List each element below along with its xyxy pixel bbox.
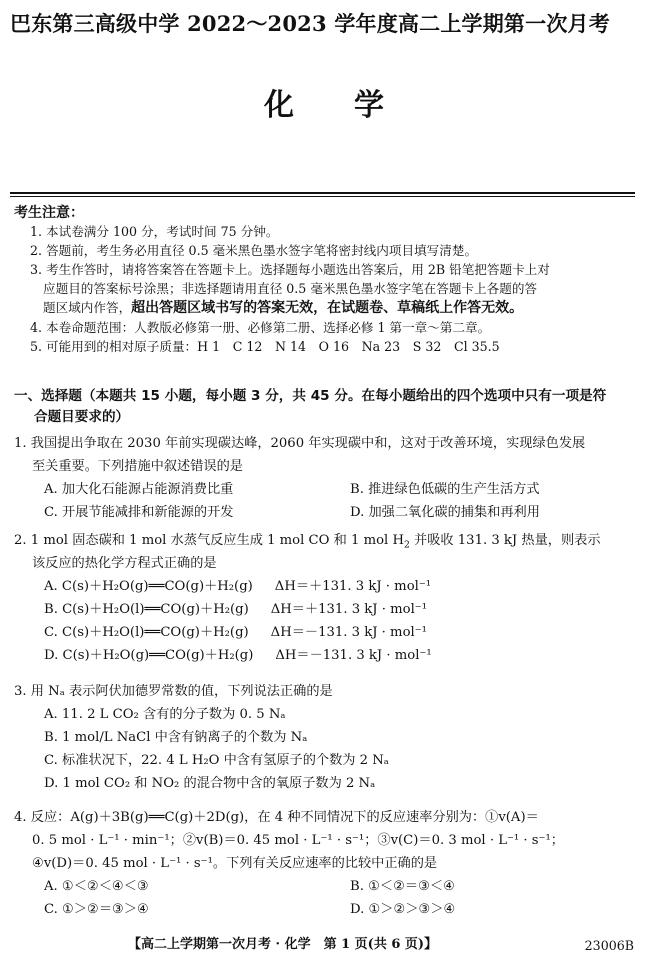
notice-item: 2. 答题前，考生务必用直径 0.5 毫米黑色墨水签字笔将密封线内项目填写清楚。 [30,243,478,258]
stem-part: 并吸收 131. 3 kJ 热量，则表示 [409,533,601,548]
notice-emphasis: 超出答题区域书写的答案无效，在试题卷、草稿纸上作答无效。 [131,300,524,316]
option-b: B. 1 mol/L NaCl 中含有钠离子的个数为 Nₐ [44,730,308,745]
equation: D. C(s)＋H₂O(g)══CO(g)＋H₂(g) [44,648,254,663]
notice-item: 1. 本试卷满分 100 分，考试时间 75 分钟。 [30,224,279,239]
notice-item: 5. 可能用到的相对原子质量：H 1 C 12 N 14 O 16 Na 23 S 32 Cl 35.5 [30,339,500,354]
notice-title: 考生注意： [14,205,84,221]
notice-item-text: 题区域内作答， [43,300,132,315]
options [14,478,638,524]
question-4 [14,806,638,921]
page-footer: 【高二上学期第一次月考 · 化学 第 1 页(共 6 页)】 [128,937,438,952]
question-3 [14,680,638,795]
question-1 [14,432,638,524]
enthalpy: ΔH＝＋131. 3 kJ · mol⁻¹ [270,602,428,617]
option-b: B. ①＜②＝③＜④ [350,879,455,894]
question-stem: 至关重要。下列措施中叙述错误的是 [32,459,243,474]
stem-part: 2. 1 mol 固态碳和 1 mol 水蒸气反应生成 1 mol CO 和 1 mol H [14,533,404,548]
option-a: A. 加大化石能源占能源消费比重 [44,482,234,497]
question-stem: 3. 用 Nₐ 表示阿伏加德罗常数的值，下列说法正确的是 [14,684,333,699]
question-stem: 0. 5 mol · L⁻¹ · min⁻¹；②v(B)＝0. 45 mol · L⁻¹ · s⁻¹；③v(C)＝0. 3 mol · L⁻¹ · s⁻¹； [32,833,564,848]
option-c: C. ①＞②＝③＞④ [44,902,149,917]
divider-thin [10,196,635,197]
exam-title: 巴东第三高级中学 2022～2023 学年度高二上学期第一次月考 [10,11,610,36]
enthalpy: ΔH＝－131. 3 kJ · mol⁻¹ [270,625,427,640]
option-a [44,575,638,598]
option-a: A. ①＜②＜④＜③ [44,879,149,894]
option-b [44,598,638,621]
section-heading-line: 合题目要求的） [34,409,130,425]
option-d [44,644,638,667]
section-heading [14,386,638,428]
question-stem: 1. 我国提出争取在 2030 年前实现碳达峰，2060 年实现碳中和，这对于改善环境，实现绿色发展 [14,436,586,451]
option-c: C. 标准状况下，22. 4 L H₂O 中含有氢原子的个数为 2 Nₐ [44,753,389,768]
option-c: C. 开展节能减排和新能源的开发 [44,505,234,520]
question-stem: 2. 1 mol 固态碳和 1 mol 水蒸气反应生成 1 mol CO 和 1 mol $H_2$ 并吸收 131. 3 kJ 热量，则表示 [14,533,601,551]
divider-thick [10,192,635,194]
option-d: D. 加强二氧化碳的捕集和再利用 [350,505,540,520]
options [14,575,638,667]
option-d: D. ①＞②＞③＞④ [350,902,456,917]
enthalpy: ΔH＝＋131. 3 kJ · mol⁻¹ [274,579,432,594]
option-b: B. 推进绿色低碳的生产生活方式 [350,482,540,497]
option-a: A. 11. 2 L CO₂ 含有的分子数为 0. 5 Nₐ [44,707,286,722]
paper-code: 23006B [584,938,634,953]
question-stem: 该反应的热化学方程式正确的是 [32,556,217,571]
notice-list [30,222,636,356]
notice-item: 3. 考生作答时，请将答案答在答题卡上。选择题每小题选出答案后，用 2B 铅笔把答题卡上对 [30,262,550,277]
options [14,703,638,795]
option-d: D. 1 mol CO₂ 和 NO₂ 的混合物中含的氧原子数为 2 Nₐ [44,776,376,791]
notice-item-continued: 应题目的答案标号涂黑；非选择题请用直径 0.5 毫米黑色墨水签字笔在答题卡上各题的答 [43,281,538,296]
question-stem: 4. 反应：A(g)＋3B(g)══C(g)＋2D(g)，在 4 种不同情况下的反应速率分别为：①v(A)＝ [14,810,539,825]
question-stem: ④v(D)＝0. 45 mol · L⁻¹ · s⁻¹。下列有关反应速率的比较中正确的是 [32,856,438,871]
section-heading-line: 一、选择题（本题共 15 小题，每小题 3 分，共 45 分。在每小题给出的四个选项中只有一项是符 [14,388,607,404]
notice-item-continued [30,298,636,318]
question-2 [14,529,638,667]
equation: C. C(s)＋H₂O(l)══CO(g)＋H₂(g) [44,625,249,640]
options [14,875,638,921]
enthalpy: ΔH＝－131. 3 kJ · mol⁻¹ [275,648,432,663]
subject-title: 化学 [264,88,444,123]
notice-item: 4. 本卷命题范围：人教版必修第一册、必修第二册、选择必修 1 第一章～第二章。 [30,320,491,335]
equation: A. C(s)＋H₂O(g)══CO(g)＋H₂(g) [44,579,253,594]
equation: B. C(s)＋H₂O(l)══CO(g)＋H₂(g) [44,602,249,617]
option-c [44,621,638,644]
